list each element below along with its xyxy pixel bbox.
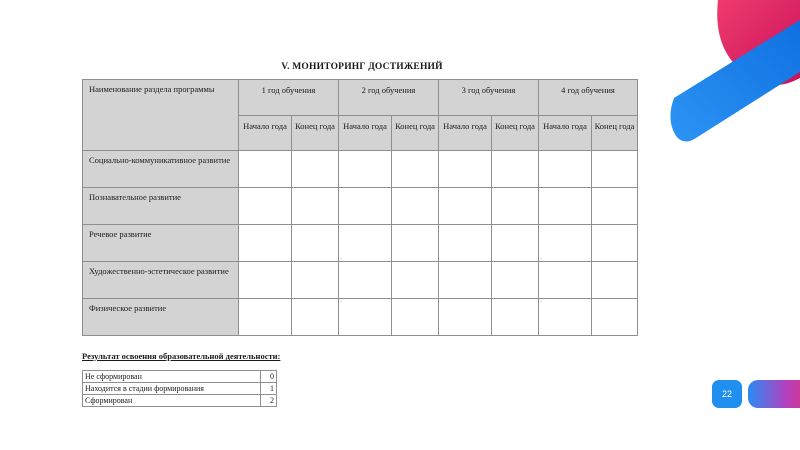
table-cell — [592, 188, 638, 225]
legend-value: 2 — [261, 395, 277, 407]
table-row — [83, 262, 638, 299]
table-cell — [592, 262, 638, 299]
table-cell — [392, 262, 439, 299]
table-cell — [492, 151, 539, 188]
end-of-year-header: Конец года — [492, 116, 539, 151]
table-cell — [392, 188, 439, 225]
table-cell — [439, 299, 492, 336]
table-row — [83, 299, 638, 336]
table-cell — [439, 188, 492, 225]
table-cell — [492, 262, 539, 299]
table-cell — [239, 151, 292, 188]
row-label: Физическое развитие — [83, 299, 239, 336]
start-of-year-header: Начало года — [539, 116, 592, 151]
year-header: 4 год обучения — [539, 80, 638, 116]
table-cell — [339, 262, 392, 299]
result-legend-table — [82, 370, 277, 407]
start-of-year-header: Начало года — [339, 116, 392, 151]
table-cell — [592, 151, 638, 188]
legend-value: 0 — [261, 371, 277, 383]
table-cell — [339, 151, 392, 188]
table-cell — [592, 299, 638, 336]
table-cell — [539, 151, 592, 188]
table-cell — [239, 262, 292, 299]
page-title: V. МОНИТОРИНГ ДОСТИЖЕНИЙ — [281, 62, 443, 72]
year-header: 2 год обучения — [339, 80, 439, 116]
end-of-year-header: Конец года — [592, 116, 638, 151]
table-cell — [592, 225, 638, 262]
table-cell — [439, 225, 492, 262]
end-of-year-header: Конец года — [392, 116, 439, 151]
table-row — [83, 188, 638, 225]
table-cell — [492, 225, 539, 262]
legend-label: Не сформирован — [83, 371, 261, 383]
legend-row — [83, 371, 277, 383]
table-cell — [239, 299, 292, 336]
table-cell — [292, 151, 339, 188]
section-header: Наименование раздела программы — [83, 80, 239, 151]
row-label: Художественно-эстетическое развитие — [83, 262, 239, 299]
table-cell — [239, 188, 292, 225]
table-cell — [292, 188, 339, 225]
row-label: Речевое развитие — [83, 225, 239, 262]
table-cell — [339, 299, 392, 336]
end-of-year-header: Конец года — [292, 116, 339, 151]
page-number-badge: 22 — [712, 380, 742, 408]
table-cell — [539, 262, 592, 299]
year-header: 1 год обучения — [239, 80, 339, 116]
table-cell — [392, 299, 439, 336]
table-row — [83, 151, 638, 188]
monitoring-table — [82, 79, 638, 336]
legend-label: Сформирован — [83, 395, 261, 407]
result-title: Результат освоения образовательной деятельности: — [82, 351, 281, 361]
table-cell — [392, 151, 439, 188]
table-cell — [339, 225, 392, 262]
table-cell — [539, 188, 592, 225]
table-row — [83, 225, 638, 262]
legend-row — [83, 395, 277, 407]
blue-stripe — [670, 20, 800, 142]
start-of-year-header: Начало года — [239, 116, 292, 151]
table-cell — [339, 188, 392, 225]
table-cell — [492, 188, 539, 225]
year-header: 3 год обучения — [439, 80, 539, 116]
table-cell — [439, 151, 492, 188]
table-cell — [439, 262, 492, 299]
table-cell — [292, 225, 339, 262]
row-label: Социально-коммуникативное развитие — [83, 151, 239, 188]
table-cell — [492, 299, 539, 336]
decorative-bar — [748, 380, 800, 408]
table-cell — [392, 225, 439, 262]
table-cell — [292, 262, 339, 299]
table-cell — [539, 299, 592, 336]
row-label: Познавательное развитие — [83, 188, 239, 225]
start-of-year-header: Начало года — [439, 116, 492, 151]
table-cell — [539, 225, 592, 262]
table-cell — [292, 299, 339, 336]
table-cell — [239, 225, 292, 262]
pink-shape — [717, 0, 800, 85]
legend-row — [83, 383, 277, 395]
legend-value: 1 — [261, 383, 277, 395]
legend-label: Находится в стадии формирования — [83, 383, 261, 395]
